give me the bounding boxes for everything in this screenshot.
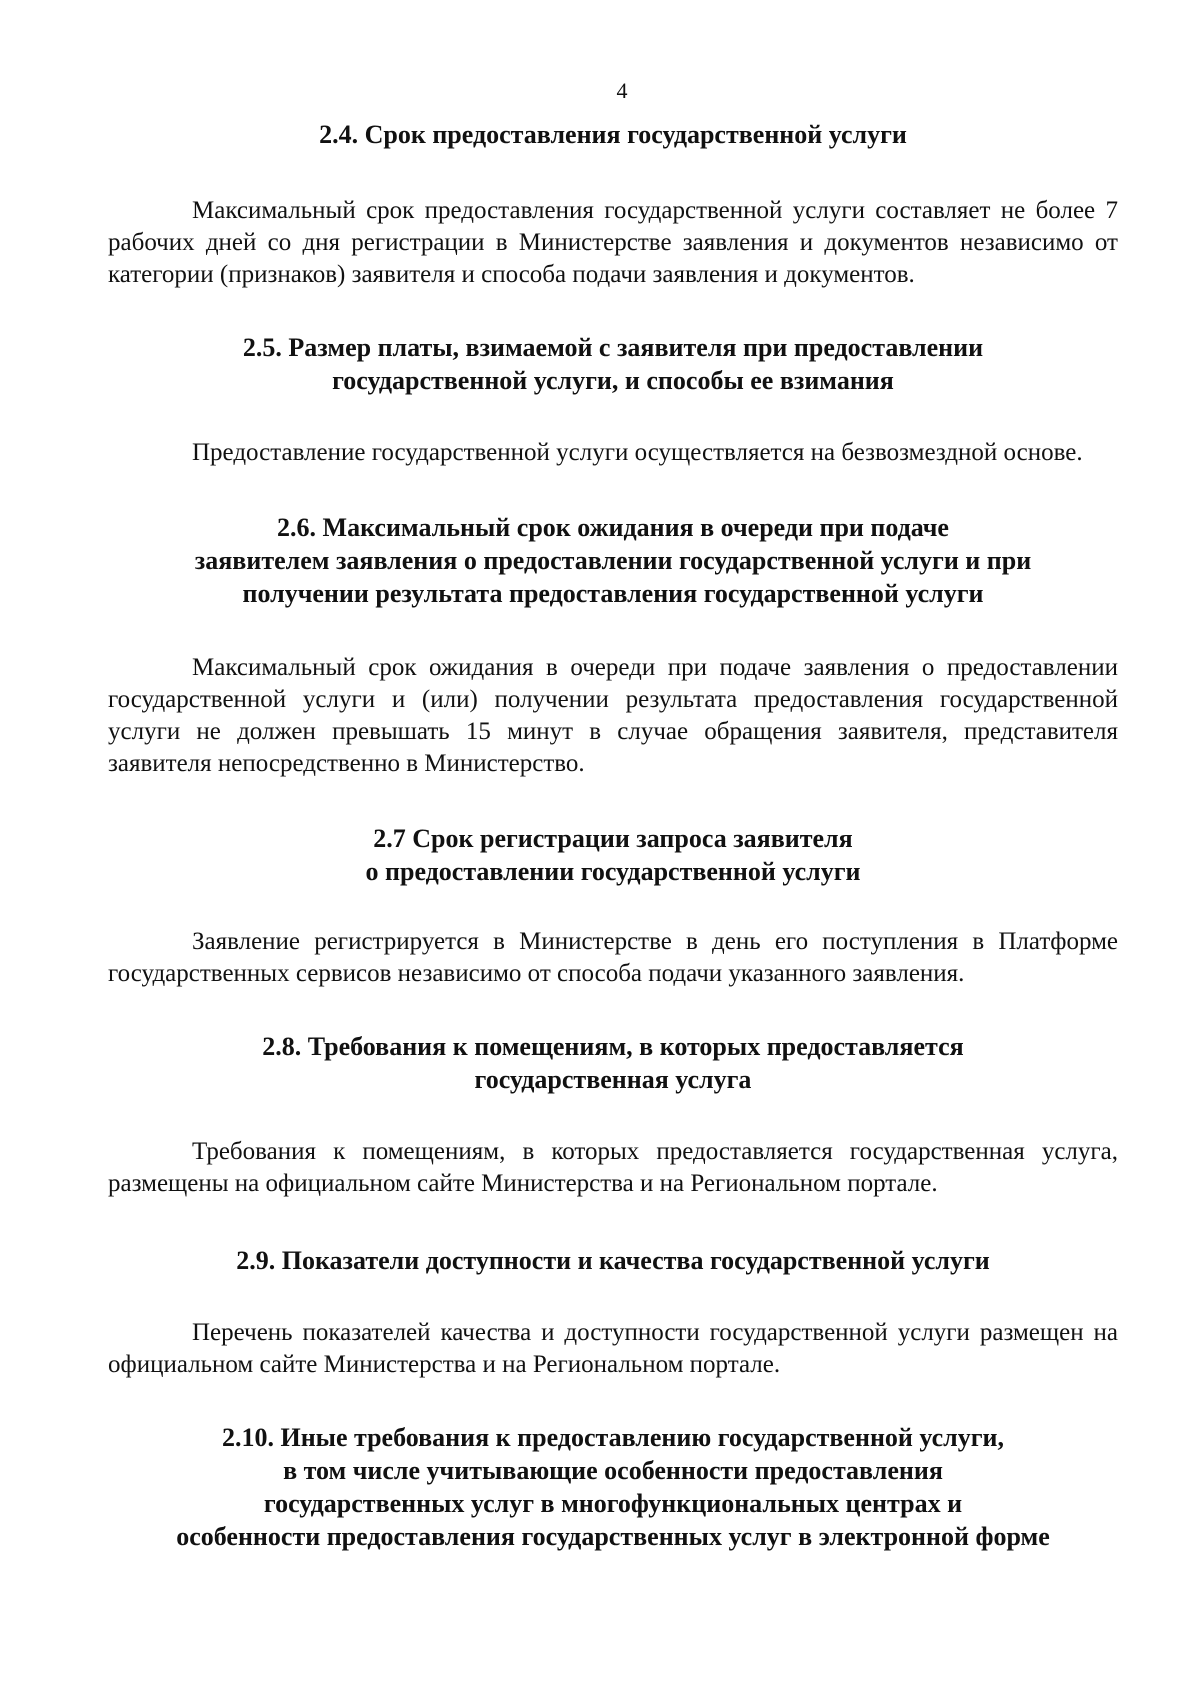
section-2-8-text: Требования к помещениям, в которых предоставляется государственная услуга, размещены на официальном сайте Министерства и на Региональном портале. — [108, 1138, 1118, 1197]
section-2-9-heading — [108, 1244, 1118, 1277]
heading-line: 2.7 Срок регистрации запроса заявителя — [373, 824, 853, 853]
section-2-8-heading — [108, 1030, 1118, 1096]
heading-line: получении результата предоставления государственной услуги — [242, 579, 984, 608]
section-2-6-heading — [108, 511, 1118, 610]
heading-line: 2.10. Иные требования к предоставлению государственной услуги, — [221, 1423, 1005, 1452]
heading-line: особенности предоставления государственных услуг в электронной форме — [176, 1522, 1050, 1551]
section-2-6-text: Максимальный срок ожидания в очереди при подаче заявления о предоставлении государственной услуги и (или) получении результата предоставления государственной услуги не должен превышать 15 минут в случае обращения заявителя, представителя заявителя непосредственно в Министерство. — [108, 654, 1118, 777]
section-2-9-text: Перечень показателей качества и доступности государственной услуги размещен на официальном сайте Министерства и на Региональном портале. — [108, 1319, 1118, 1378]
heading-line: 2.6. Максимальный срок ожидания в очереди при подаче — [277, 513, 949, 542]
section-2-10-heading — [108, 1421, 1118, 1553]
heading-line: в том числе учитывающие особенности предоставления — [283, 1456, 943, 1485]
heading-line: государственных услуг в многофункциональных центрах и — [263, 1489, 963, 1518]
document-body — [108, 118, 1118, 1553]
heading-line: 2.9. Показатели доступности и качества государственной услуги — [236, 1246, 990, 1275]
heading-line: государственной услуги, и способы ее взимания — [332, 366, 894, 395]
heading-line: 2.5. Размер платы, взимаемой с заявителя при предоставлении — [242, 333, 984, 362]
section-2-4-heading — [108, 118, 1118, 151]
heading-line: 2.8. Требования к помещениям, в которых предоставляется — [262, 1032, 964, 1061]
page-number: 4 — [616, 78, 628, 103]
heading-line: заявителем заявления о предоставлении государственной услуги и при — [194, 546, 1032, 575]
heading-line: государственная услуга — [474, 1065, 752, 1094]
heading-line: о предоставлении государственной услуги — [365, 857, 861, 886]
section-2-4-text: Максимальный срок предоставления государственной услуги составляет не более 7 рабочих дней со дня регистрации в Министерстве заявления и документов независимо от категории (признаков) заявителя и способа подачи заявления и документов. — [108, 197, 1118, 288]
section-2-5-heading — [108, 331, 1118, 397]
section-2-5-text: Предоставление государственной услуги осуществляется на безвозмездной основе. — [192, 439, 1083, 466]
section-2-7-text: Заявление регистрируется в Министерстве в день его поступления в Платформе государственных сервисов независимо от способа подачи указанного заявления. — [108, 928, 1118, 987]
section-2-7-heading — [108, 822, 1118, 888]
heading-line: 2.4. Срок предоставления государственной услуги — [319, 120, 907, 149]
